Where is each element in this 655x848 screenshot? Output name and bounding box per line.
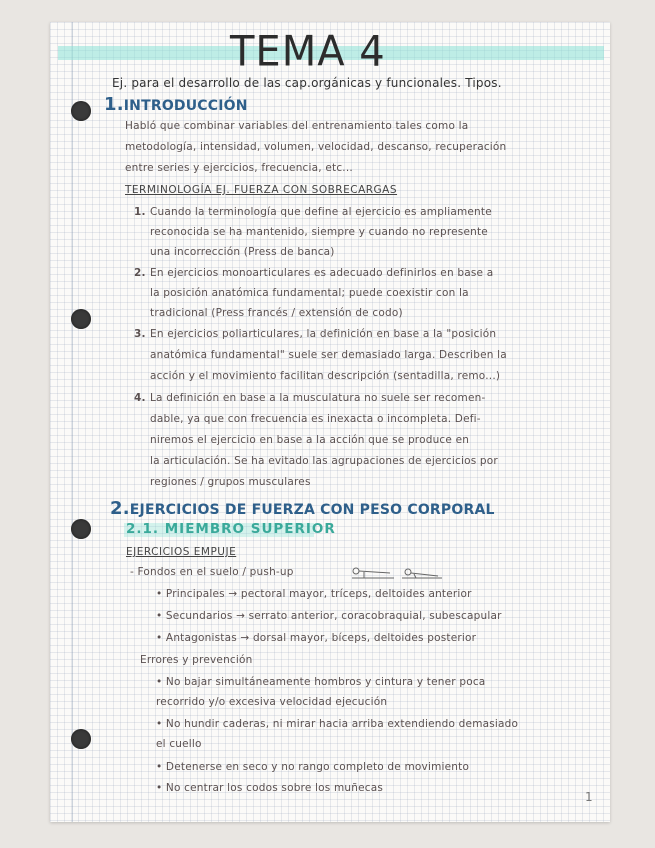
point-line: regiones / grupos musculares xyxy=(150,476,311,488)
section-title: EJERCICIOS DE FUERZA CON PESO CORPORAL xyxy=(129,502,495,518)
intro-line: entre series y ejercicios, frecuencia, etc... xyxy=(125,162,353,174)
point-number: 2. xyxy=(134,267,146,279)
error-line: • No centrar los codos sobre los muñecas xyxy=(156,782,384,794)
point-number: 3. xyxy=(134,328,146,340)
margin-line xyxy=(72,22,73,822)
intro-line: metodología, intensidad, volumen, velocidad, descanso, recuperación xyxy=(125,141,507,153)
point-line: una incorrección (Press de banca) xyxy=(150,246,335,258)
error-line: • No bajar simultáneamente hombros y cintura y tener poca xyxy=(156,676,486,688)
muscle-line: • Antagonistas → dorsal mayor, bíceps, deltoides posterior xyxy=(156,632,477,644)
point-line: Cuando la terminología que define al ejercicio es ampliamente xyxy=(150,206,492,218)
point-line: En ejercicios monoarticulares es adecuado definirlos en base a xyxy=(150,267,494,279)
point-line: anatómica fundamental" suele ser demasiado larga. Describen la xyxy=(150,349,507,361)
errors-label: Errores y prevención xyxy=(140,654,253,666)
section-1-heading xyxy=(104,94,248,115)
binder-hole xyxy=(71,309,91,329)
error-line: el cuello xyxy=(156,738,202,750)
point-number: 4. xyxy=(134,392,146,404)
point-line: la articulación. Se ha evitado las agrupaciones de ejercicios por xyxy=(150,455,498,467)
binder-hole xyxy=(71,519,91,539)
error-line: • No hundir caderas, ni mirar hacia arriba extendiendo demasiado xyxy=(156,718,519,730)
point-line: niremos el ejercicio en base a la acción que se produce en xyxy=(150,434,470,446)
point-line: dable, ya que con frecuencia es inexacta o incompleta. Defi- xyxy=(150,413,481,425)
terminology-subheading: TERMINOLOGÍA EJ. FUERZA CON SOBRECARGAS xyxy=(125,184,398,196)
section-number: 1. xyxy=(104,94,124,115)
subtitle: Ej. para el desarrollo de las cap.orgánicas y funcionales. Tipos. xyxy=(112,76,502,90)
point-line: acción y el movimiento facilitan descripción (sentadilla, remo...) xyxy=(150,370,501,382)
point-number: 1. xyxy=(134,206,146,218)
section-2-heading xyxy=(110,498,495,519)
point-line: En ejercicios poliarticulares, la definición en base a la "posición xyxy=(150,328,497,340)
error-line: • Detenerse en seco y no rango completo de movimiento xyxy=(156,761,470,773)
point-line: reconocida se ha mantenido, siempre y cuando no represente xyxy=(150,226,488,238)
intro-line: Habló que combinar variables del entrenamiento tales como la xyxy=(125,120,469,132)
point-line: la posición anatómica fundamental; puede coexistir con la xyxy=(150,287,469,299)
page-number: 1 xyxy=(585,790,593,804)
muscle-line: • Secundarios → serrato anterior, coracobraquial, subescapular xyxy=(156,610,502,622)
push-up-sketch-icon xyxy=(350,564,445,580)
point-line: La definición en base a la musculatura no suele ser recomen- xyxy=(150,392,486,404)
point-line: tradicional (Press francés / extensión de codo) xyxy=(150,307,403,319)
binder-hole xyxy=(71,729,91,749)
page-title: TEMA 4 xyxy=(230,27,386,77)
exercise-name: - Fondos en el suelo / push-up xyxy=(130,566,294,578)
section-number: 2. xyxy=(110,498,130,519)
subsection-heading: 2.1. MIEMBRO SUPERIOR xyxy=(126,521,336,537)
section-title: INTRODUCCIÓN xyxy=(123,98,248,114)
muscle-line: • Principales → pectoral mayor, tríceps, deltoides anterior xyxy=(156,588,472,600)
exercise-group-label: EJERCICIOS EMPUJE xyxy=(126,546,237,558)
error-line: recorrido y/o excesiva velocidad ejecución xyxy=(156,696,388,708)
binder-hole xyxy=(71,101,91,121)
